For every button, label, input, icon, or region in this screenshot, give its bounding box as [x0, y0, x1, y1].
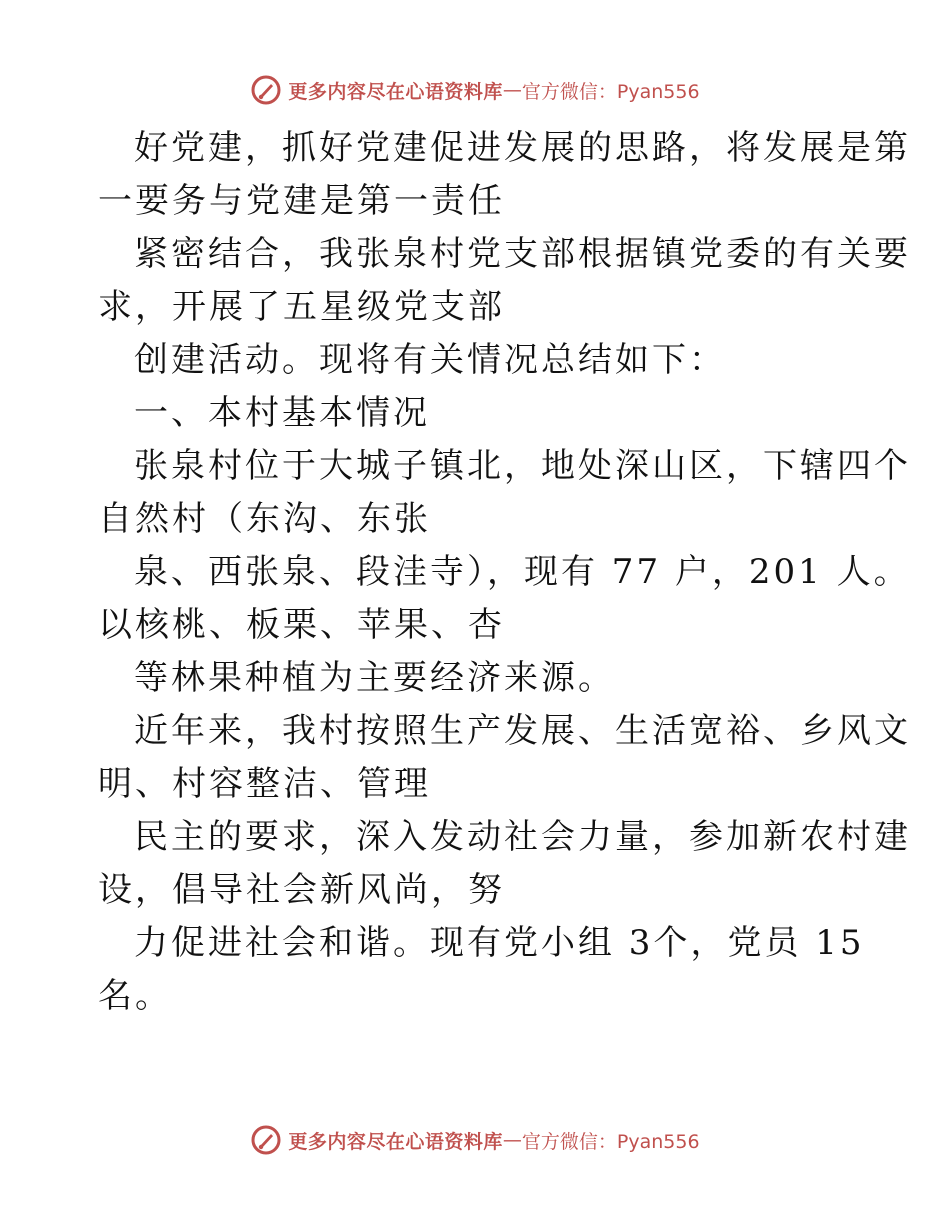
header-banner-dash: — [502, 79, 522, 101]
paragraph-line: 民主的要求，深入发动社会力量，参加新农村建 [134, 817, 911, 857]
header-banner [0, 70, 950, 110]
pen-nib-logo-icon [250, 1124, 282, 1156]
footer-banner-dash: — [502, 1129, 522, 1151]
paragraph-line: 泉、西张泉、段洼寺），现有 77 户，201 人。 [134, 552, 911, 592]
paragraph-line: 一、本村基本情况 [134, 393, 430, 433]
paragraph-line: 紧密结合，我张泉村党支部根据镇党委的有关要 [134, 234, 911, 274]
pen-nib-logo-icon [250, 74, 282, 106]
paragraph-line: 好党建，抓好党建促进发展的思路，将发展是第 [134, 128, 911, 168]
footer-banner-text: 更多内容尽在心语资料库 [288, 1130, 503, 1153]
document-body [98, 122, 911, 1023]
paragraph-line: 自然村（东沟、东张 [98, 499, 431, 539]
paragraph-line: 名。 [98, 976, 172, 1016]
paragraph-line: 等林果种植为主要经济来源。 [134, 658, 615, 698]
header-banner-text: 更多内容尽在心语资料库 [288, 80, 503, 103]
paragraph-line: 创建活动。现将有关情况总结如下： [134, 340, 726, 380]
paragraph-line: 明、村容整洁、管理 [98, 764, 431, 804]
header-banner-wechat: 官方微信：Pyan556 [521, 80, 700, 103]
footer-banner-wechat: 官方微信：Pyan556 [521, 1130, 700, 1153]
paragraph-line: 设，倡导社会新风尚，努 [98, 870, 505, 910]
paragraph-line: 一要务与党建是第一责任 [98, 181, 505, 221]
paragraph-line: 张泉村位于大城子镇北，地处深山区，下辖四个 [134, 446, 911, 486]
paragraph-line: 近年来，我村按照生产发展、生活宽裕、乡风文 [134, 711, 911, 751]
paragraph-line: 力促进社会和谐。现有党小组 3个，党员 15 [134, 923, 865, 963]
footer-banner [0, 1120, 950, 1160]
paragraph-line: 以核桃、板栗、苹果、杏 [98, 605, 505, 645]
paragraph-line: 求，开展了五星级党支部 [98, 287, 505, 327]
